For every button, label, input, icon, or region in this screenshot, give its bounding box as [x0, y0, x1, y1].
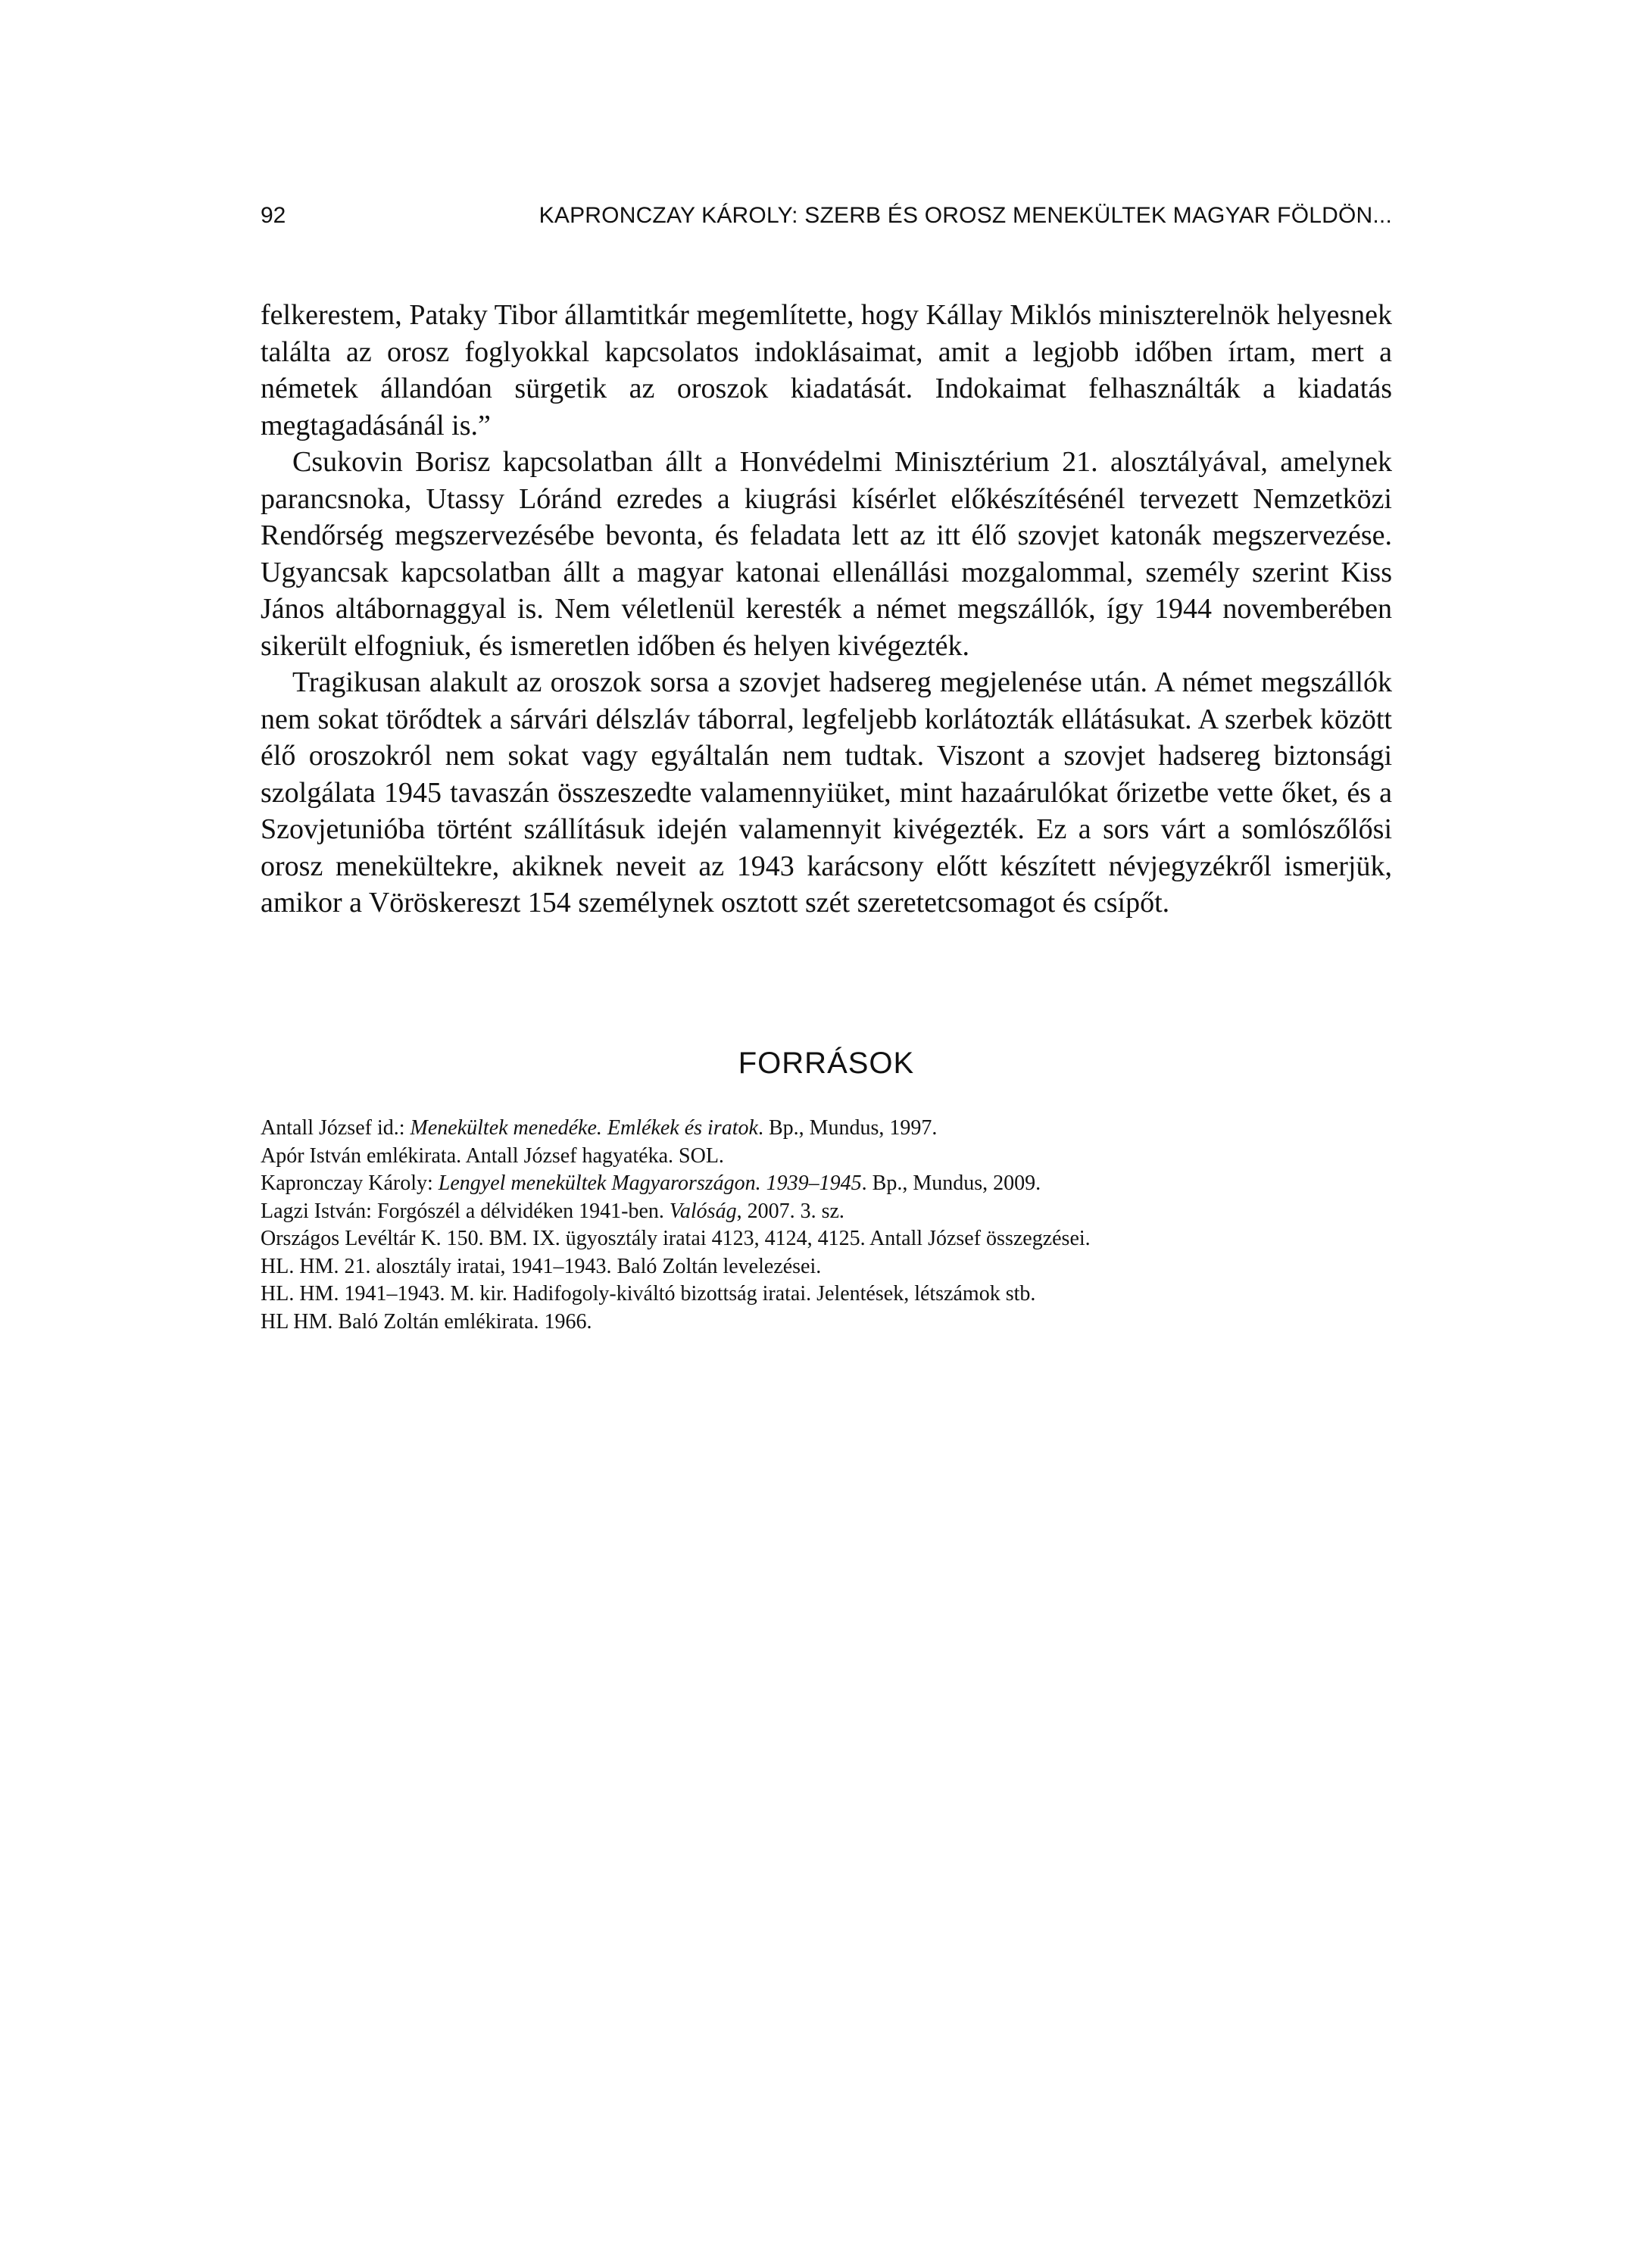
running-title: KAPRONCZAY KÁROLY: SZERB ÉS OROSZ MENEKÜLTEK MAGYAR FÖLDÖN...: [538, 203, 1392, 228]
source-text: HL. HM. 1941–1943. M. kir. Hadifogoly-kiváltó bizottság iratai. Jelentések, létszámok stb.: [261, 1282, 1036, 1306]
body-paragraph: Tragikusan alakult az oroszok sorsa a szovjet hadsereg megjelenése után. A német megszállók nem sokat törődtek a sárvári délszláv táborral, legfeljebb korlátozták ellátásukat. A szerbek között élő oroszokról nem sokat vagy egyáltalán nem tudtak. Viszont a szovjet hadsereg biztonsági szolgálata 1945 tavaszán összeszedte valamennyiüket, mint hazaárulókat őrizetbe vette őket, és a Szovjetunióba történt szállításuk idején valamennyit kivégezték. Ez a sors várt a somlószőlősi orosz menekültekre, akiknek neveit az 1943 karácsony előtt készített névjegyzékről ismerjük, amikor a Vöröskereszt 154 személynek osztott szét szeretetcsomagot és csípőt.: [261, 666, 1392, 919]
source-text: Lagzi István: Forgószél a délvidéken 1941-ben.: [261, 1199, 670, 1223]
source-text: Antall József id.:: [261, 1116, 410, 1140]
source-text: HL. HM. 21. alosztály iratai, 1941–1943. Baló Zoltán levelezései.: [261, 1254, 822, 1278]
source-text: Apór István emlékirata. Antall József hagyatéka. SOL.: [261, 1143, 724, 1168]
source-entry: [261, 1225, 1392, 1253]
source-text: Kapronczay Károly:: [261, 1171, 439, 1195]
source-text: . Bp., Mundus, 2009.: [861, 1171, 1041, 1195]
source-entry: [261, 1309, 1392, 1337]
source-entry: [261, 1170, 1392, 1198]
sources-list: [261, 1115, 1392, 1336]
body-paragraph: felkerestem, Pataky Tibor államtitkár megemlítette, hogy Kállay Miklós miniszterelnök helyesnek találta az orosz foglyokkal kapcsolatos indoklásaimat, amit a legjobb időben írtam, mert a németek állandóan sürgetik az oroszok kiadatását. Indokaimat felhasználták a kiadatás megtagadásánál is.”: [261, 299, 1392, 441]
source-text: , 2007. 3. sz.: [736, 1199, 844, 1223]
source-entry: [261, 1198, 1392, 1226]
source-text: HL HM. Baló Zoltán emlékirata. 1966.: [261, 1309, 592, 1334]
source-entry: [261, 1143, 1392, 1171]
source-entry: [261, 1281, 1392, 1309]
source-title: Menekültek menedéke. Emlékek és iratok: [410, 1116, 758, 1140]
source-text: . Bp., Mundus, 1997.: [757, 1116, 938, 1140]
sources-heading: FORRÁSOK: [738, 1047, 915, 1080]
body-paragraph: Csukovin Borisz kapcsolatban állt a Honvédelmi Minisztérium 21. alosztályával, amelynek parancsnoka, Utassy Lóránd ezredes a kiugrási kísérlet előkészítésénél tervezett Nemzetközi Rendőrség megszervezésébe bevonta, és feladata lett az itt élő szovjet katonák megszervezése. Ugyancsak kapcsolatban állt a magyar katonai ellenállási mozgalommal, személy szerint Kiss János altábornaggyal is. Nem véletlenül keresték a német megszállók, így 1944 novemberében sikerült elfogniuk, és ismeretlen időben és helyen kivégezték.: [261, 446, 1392, 662]
source-entry: [261, 1115, 1392, 1143]
source-entry: [261, 1253, 1392, 1281]
article-body: [261, 297, 1392, 922]
running-header: [261, 203, 1392, 233]
page-number: 92: [261, 203, 286, 228]
source-text: Országos Levéltár K. 150. BM. IX. ügyosztály iratai 4123, 4124, 4125. Antall József összegzései.: [261, 1227, 1091, 1250]
source-title: Valóság: [669, 1199, 737, 1223]
source-title: Lengyel menekültek Magyarországon. 1939–1945: [438, 1171, 862, 1195]
